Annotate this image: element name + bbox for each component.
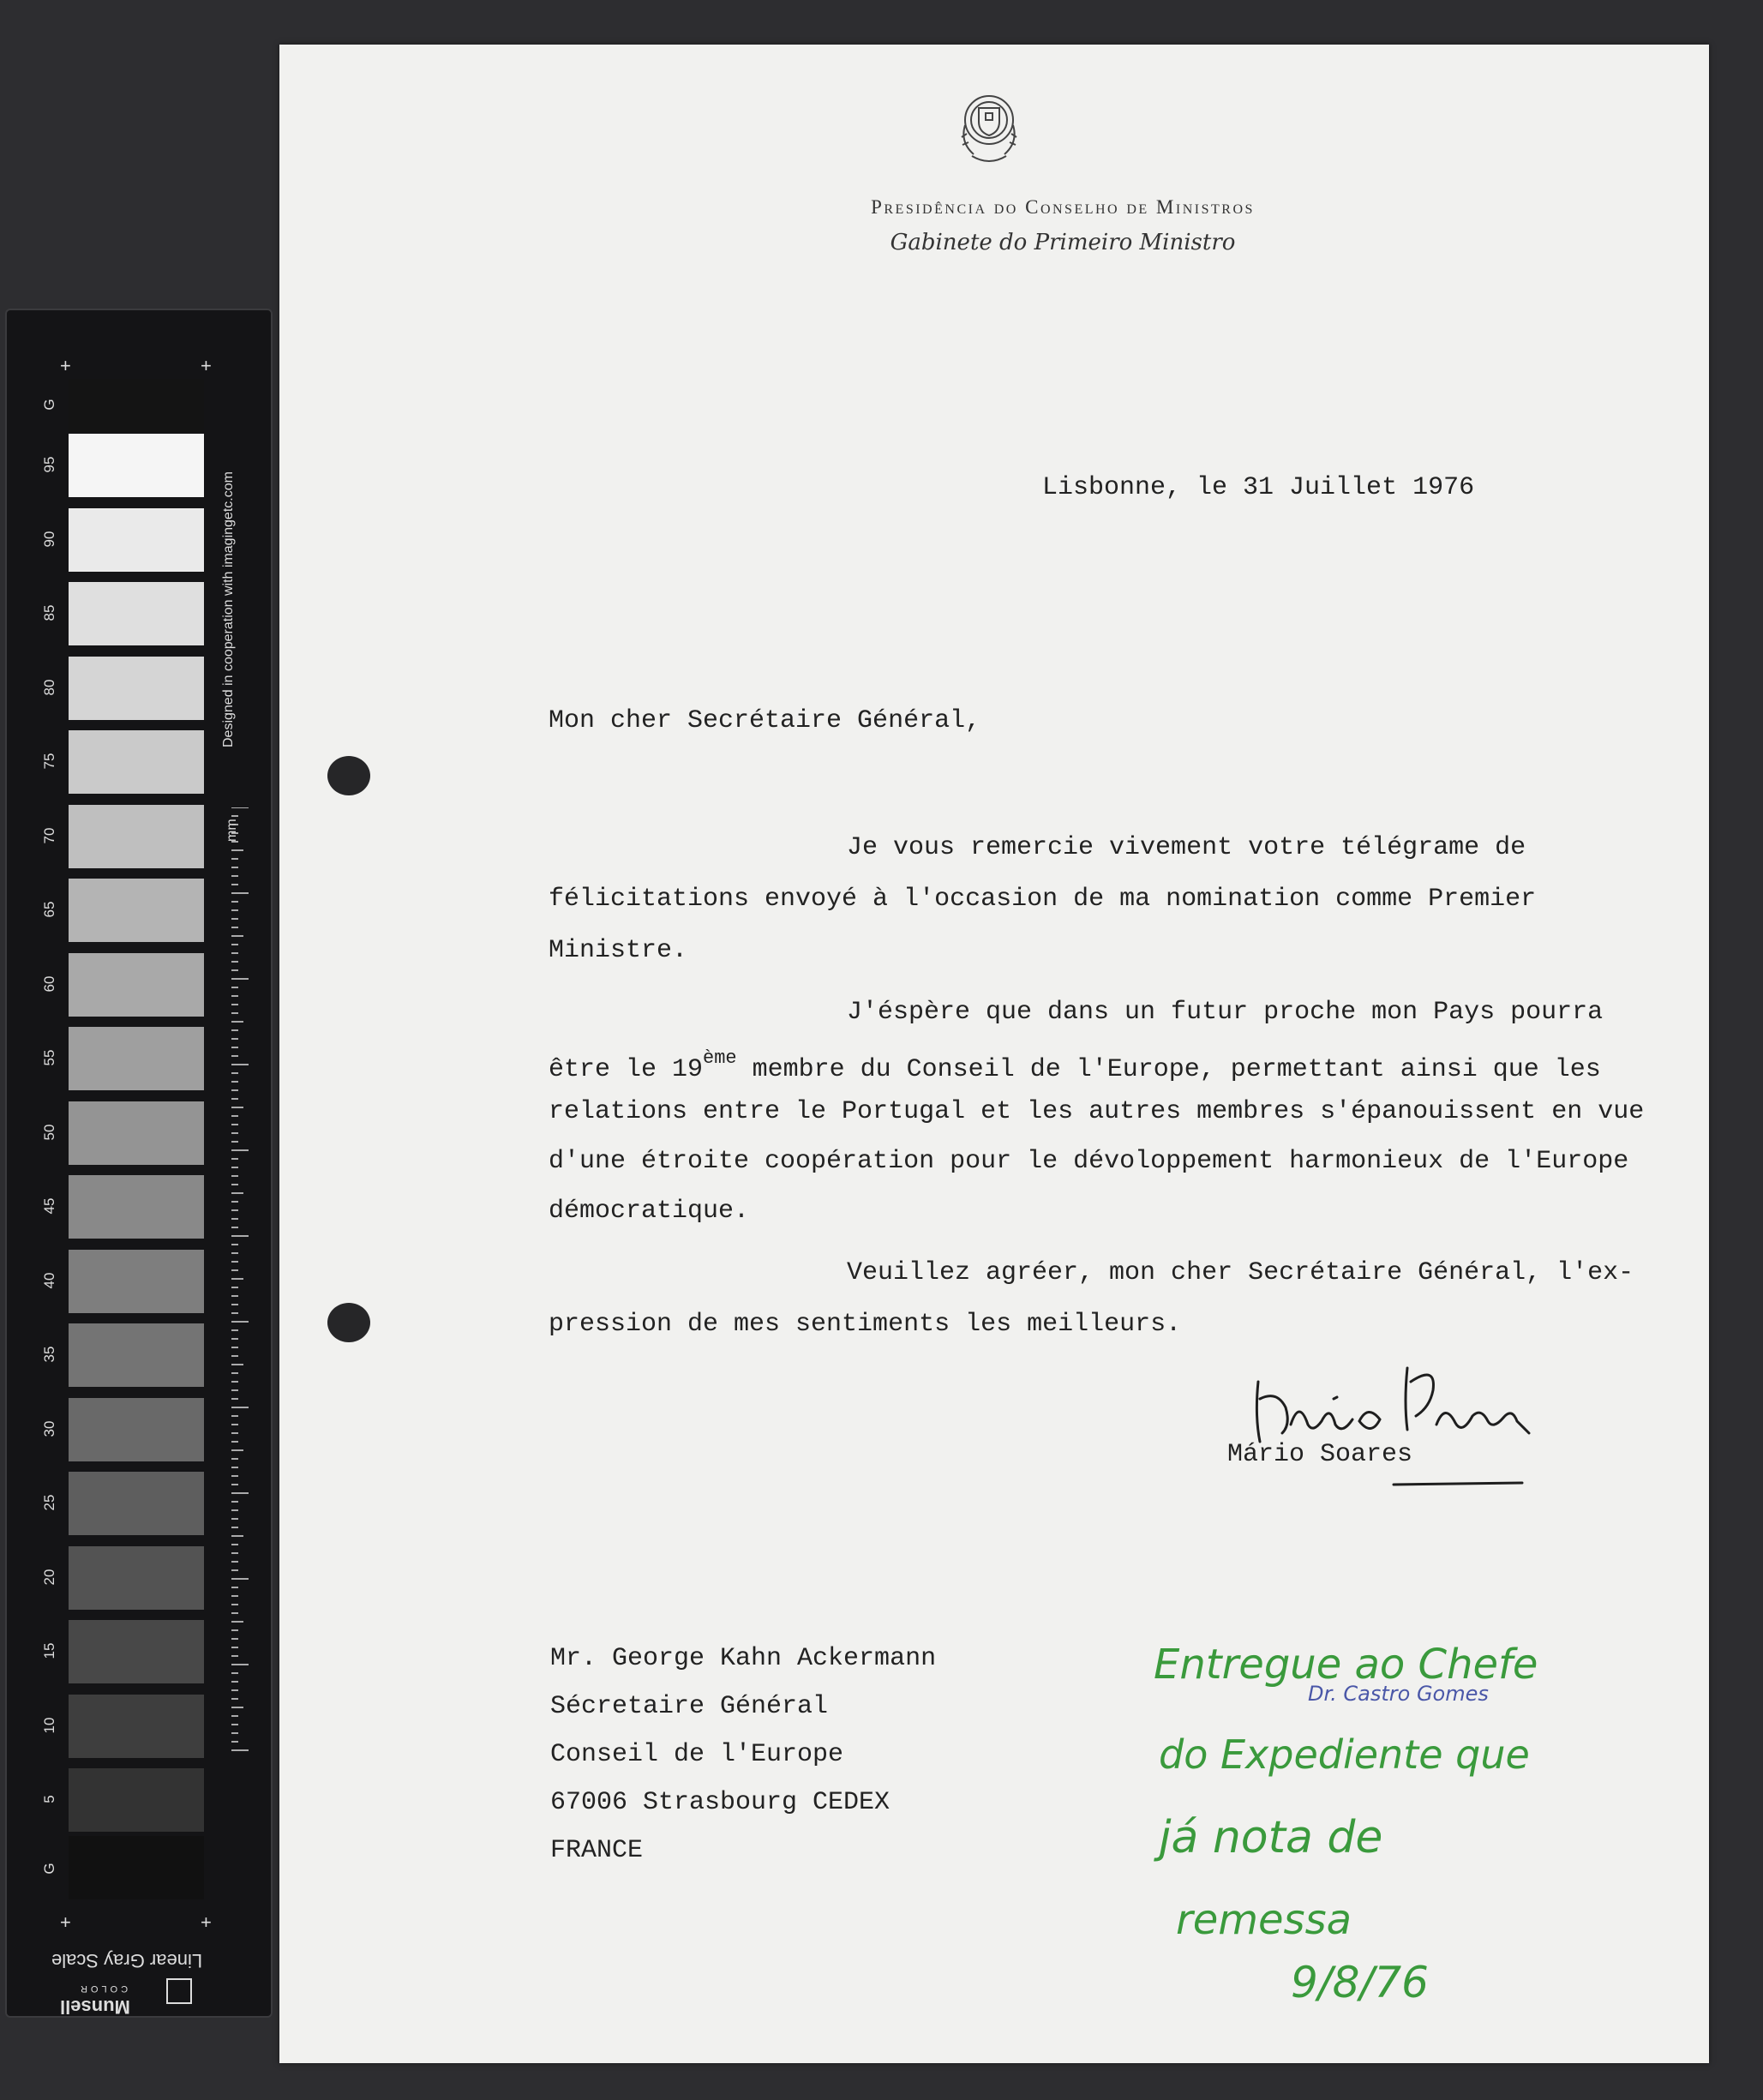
gray-patch (69, 1027, 204, 1090)
gray-patch (69, 657, 204, 720)
patch-label: 30 (41, 1420, 57, 1437)
patch-label: 5 (41, 1795, 57, 1803)
black-patch-top (69, 379, 204, 432)
paragraph-2-line: démocratique. (549, 1197, 750, 1226)
coat-of-arms-icon (946, 82, 1032, 178)
plus-mark: + (60, 355, 71, 376)
gray-patch (69, 1250, 204, 1313)
patch-label: 35 (41, 1346, 57, 1363)
patch-label: 40 (41, 1272, 57, 1288)
gray-patch (69, 879, 204, 942)
patch-label: 25 (41, 1494, 57, 1511)
gray-patch (69, 1398, 204, 1461)
patch-label: 50 (41, 1124, 57, 1140)
letterhead-org: Presidência do Conselho de Ministros (871, 196, 1255, 218)
gray-patch (69, 730, 204, 794)
plus-mark: + (201, 1911, 212, 1933)
card-title: Linear Gray Scale (51, 1950, 203, 1971)
patch-label: 60 (41, 975, 57, 992)
gray-patch (69, 953, 204, 1017)
gray-patch (69, 805, 204, 868)
date-line: Lisbonne, le 31 Juillet 1976 (1042, 473, 1475, 502)
gray-patch (69, 1768, 204, 1832)
letterhead-cabinet: Gabinete do Primeiro Ministro (890, 230, 1236, 255)
handwritten-note-line: Entregue ao Chefe (1154, 1641, 1538, 1689)
patch-label: 85 (41, 604, 57, 621)
patch-label: 80 (41, 679, 57, 695)
plus-mark: + (201, 355, 212, 376)
paragraph-2-line (549, 1047, 1601, 1084)
gray-patch (69, 1323, 204, 1387)
handwritten-blue-insert: Dr. Castro Gomes (1308, 1682, 1489, 1706)
address-line: Sécretaire Général (550, 1692, 829, 1721)
patch-label: 75 (41, 753, 57, 770)
gray-patch (69, 508, 204, 572)
patch-label-g-top: G (41, 399, 57, 411)
card-brand-sub: COLOR (77, 1983, 129, 1994)
paragraph-2-line: d'une étroite coopération pour le dévoloppement harmonieux de l'Europe (549, 1147, 1629, 1176)
punch-hole-top (327, 756, 370, 795)
ordinal-suffix: ème (703, 1047, 737, 1069)
gray-patch (69, 434, 204, 497)
ruler-unit: mm (225, 819, 239, 842)
patch-label: 20 (41, 1569, 57, 1585)
patch-label: 15 (41, 1642, 57, 1659)
patch-label: 65 (41, 901, 57, 918)
paragraph-1-line: Je vous remercie vivement votre télégrame de (847, 833, 1526, 862)
gray-patch (69, 582, 204, 645)
gray-patch (69, 1620, 204, 1683)
paragraph-2-line: J'éspère que dans un futur proche mon Pays pourra (847, 998, 1604, 1027)
card-brand: Munsell (60, 1996, 130, 2018)
letter-sheet (279, 45, 1709, 2063)
paragraph-1-line: Ministre. (549, 936, 688, 965)
gray-patch (69, 1101, 204, 1165)
gray-patch (69, 1175, 204, 1239)
paragraph-1-line: félicitations envoyé à l'occasion de ma nomination comme Premier (549, 885, 1537, 914)
paragraph-3-line: pression de mes sentiments les meilleurs. (549, 1310, 1182, 1339)
patch-label: 55 (41, 1049, 57, 1066)
address-line: Conseil de l'Europe (550, 1740, 844, 1769)
gray-patch (69, 1472, 204, 1535)
punch-hole-bottom (327, 1303, 370, 1342)
paragraph-2-text: membre du Conseil de l'Europe, permettant ainsi que les (736, 1055, 1601, 1084)
munsell-logo-icon (166, 1978, 192, 2004)
black-patch-bottom (69, 1836, 204, 1899)
patch-label: 95 (41, 456, 57, 473)
salutation: Mon cher Secrétaire Général, (549, 706, 981, 735)
handwritten-note-line: do Expediente que (1159, 1731, 1530, 1778)
patch-label: 45 (41, 1197, 57, 1215)
ordinal-number: être le 19 (549, 1055, 704, 1084)
gray-patch (69, 1695, 204, 1758)
patch-label: 70 (41, 827, 57, 843)
patch-label: 90 (41, 531, 57, 547)
paragraph-3-line: Veuillez agréer, mon cher Secrétaire Général, l'ex- (847, 1258, 1634, 1287)
handwritten-note-date: 9/8/76 (1291, 1958, 1429, 2007)
card-credit: Designed in cooperation with imagingetc.com (221, 471, 236, 747)
handwritten-note-line: remessa (1176, 1896, 1352, 1944)
gray-patch (69, 1546, 204, 1610)
address-line: FRANCE (550, 1836, 644, 1865)
plus-mark: + (60, 1911, 71, 1933)
address-line: Mr. George Kahn Ackermann (550, 1644, 937, 1673)
patch-label-g-bottom: G (41, 1863, 57, 1875)
handwritten-signature (1239, 1347, 1565, 1519)
patch-label: 10 (41, 1717, 57, 1733)
paragraph-2-line: relations entre le Portugal et les autres membres s'épanouissent en vue (549, 1097, 1645, 1126)
gray-scale-card (5, 309, 273, 2018)
mm-ruler (231, 807, 250, 1759)
address-line: 67006 Strasbourg CEDEX (550, 1788, 890, 1817)
signatory-name: Mário Soares (1227, 1440, 1413, 1469)
handwritten-note-line: já nota de (1159, 1812, 1383, 1863)
